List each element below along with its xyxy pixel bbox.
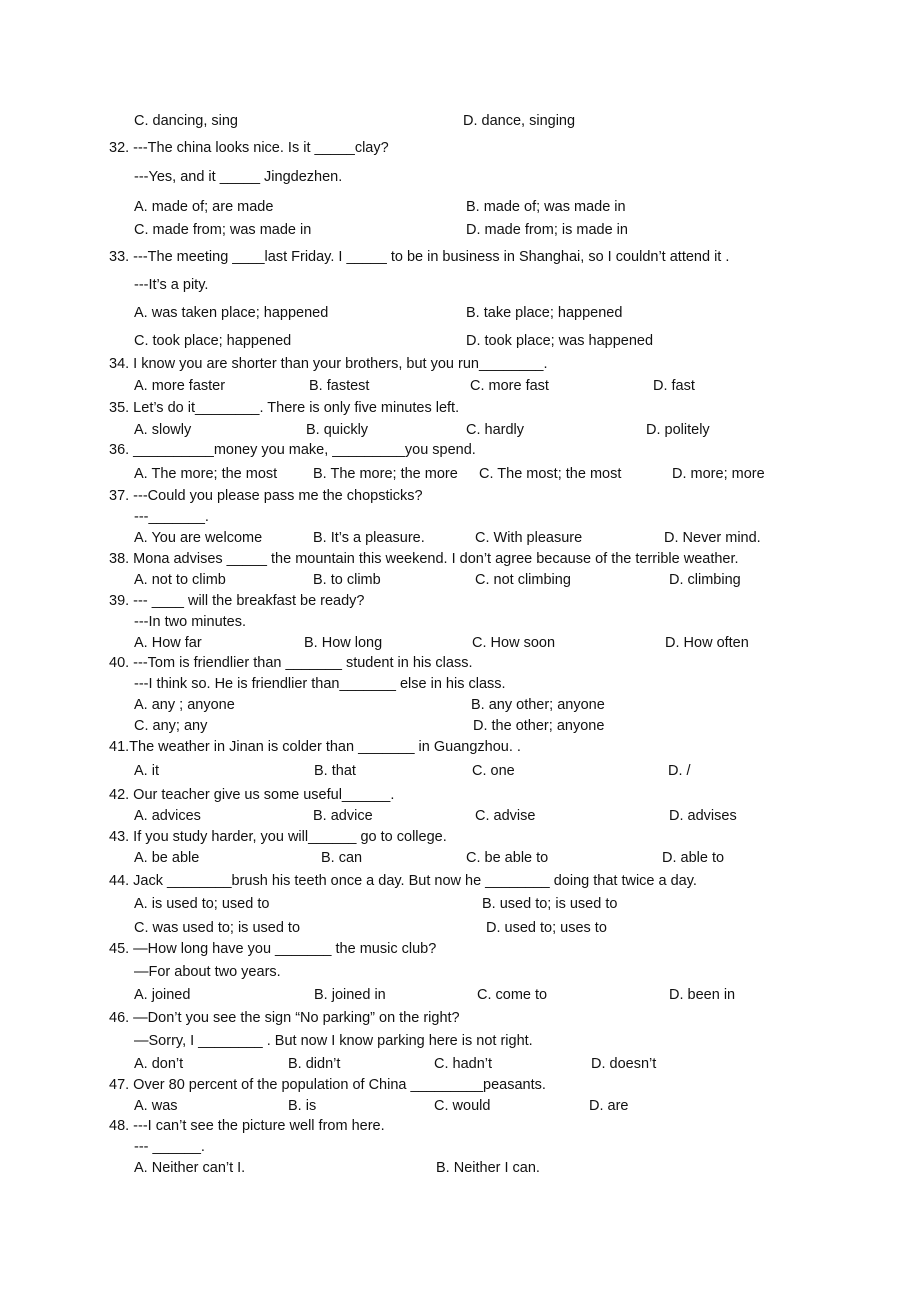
option-d: D. been in <box>669 987 736 1003</box>
question-stem: 32. ---The china looks nice. Is it _____clay? <box>109 140 389 156</box>
option-d: D. dance, singing <box>463 113 576 129</box>
option-d: D. used to; uses to <box>486 920 607 936</box>
option-c: C. The most; the most <box>479 466 622 482</box>
question-stem: 42. Our teacher give us some useful______. <box>109 787 395 803</box>
option-c: C. advise <box>475 808 536 824</box>
option-a: A. not to climb <box>134 572 226 588</box>
option-c: C. would <box>434 1098 491 1114</box>
option-c: C. hadn’t <box>434 1056 493 1072</box>
option-c: C. come to <box>477 987 548 1003</box>
question-stem: 36. __________money you make, _________you spend. <box>109 442 476 458</box>
question-stem: 44. Jack ________brush his teeth once a day. But now he ________ doing that twice a day. <box>109 873 697 889</box>
question-stem: 41.The weather in Jinan is colder than _______ in Guangzhou. . <box>109 739 521 755</box>
option-d: D. are <box>589 1098 629 1114</box>
option-d: D. politely <box>646 422 710 438</box>
option-a: A. was <box>134 1098 178 1114</box>
option-a: A. it <box>134 763 159 779</box>
dialogue-reply: ---_______. <box>134 509 209 525</box>
option-b: B. It’s a pleasure. <box>313 530 425 546</box>
option-a: A. The more; the most <box>134 466 278 482</box>
question-stem: 46. —Don’t you see the sign “No parking” on the right? <box>109 1010 460 1026</box>
option-a: A. was taken place; happened <box>134 305 329 321</box>
question-stem: 33. ---The meeting ____last Friday. I _____ to be in business in Shanghai, so I couldn’t attend it . <box>109 249 730 265</box>
option-b: B. is <box>288 1098 317 1114</box>
option-d: D. doesn’t <box>591 1056 657 1072</box>
option-c: C. dancing, sing <box>134 113 238 129</box>
option-a: A. be able <box>134 850 200 866</box>
option-b: B. fastest <box>309 378 370 394</box>
option-d: D. / <box>668 763 691 779</box>
option-a: A. advices <box>134 808 201 824</box>
option-b: B. joined in <box>314 987 386 1003</box>
option-b: B. take place; happened <box>466 305 623 321</box>
option-d: D. made from; is made in <box>466 222 628 238</box>
dialogue-reply: —For about two years. <box>134 964 281 980</box>
question-stem: 47. Over 80 percent of the population of China _________peasants. <box>109 1077 546 1093</box>
option-b: B. used to; is used to <box>482 896 618 912</box>
dialogue-reply: ---Yes, and it _____ Jingdezhen. <box>134 169 343 185</box>
option-a: A. don’t <box>134 1056 184 1072</box>
option-b: B. made of; was made in <box>466 199 626 215</box>
option-c: C. one <box>472 763 515 779</box>
option-b: B. to climb <box>313 572 381 588</box>
dialogue-reply: ---I think so. He is friendlier than_______ else in his class. <box>134 676 506 692</box>
option-b: B. advice <box>313 808 373 824</box>
option-c: C. How soon <box>472 635 556 651</box>
option-c: C. any; any <box>134 718 208 734</box>
option-c: C. was used to; is used to <box>134 920 301 936</box>
question-stem: 35. Let’s do it________. There is only five minutes left. <box>109 400 460 416</box>
option-d: D. fast <box>653 378 695 394</box>
dialogue-reply: —Sorry, I ________ . But now I know parking here is not right. <box>134 1033 533 1049</box>
option-c: C. not climbing <box>475 572 571 588</box>
option-d: D. took place; was happened <box>466 333 654 349</box>
option-a: A. more faster <box>134 378 226 394</box>
option-a: A. You are welcome <box>134 530 263 546</box>
option-b: B. didn’t <box>288 1056 341 1072</box>
option-d: D. Never mind. <box>664 530 761 546</box>
question-stem: 34. I know you are shorter than your brothers, but you run________. <box>109 356 548 372</box>
option-d: D. How often <box>665 635 749 651</box>
question-stem: 37. ---Could you please pass me the chopsticks? <box>109 488 423 504</box>
option-d: D. climbing <box>669 572 741 588</box>
question-stem: 39. --- ____ will the breakfast be ready? <box>109 593 365 609</box>
option-c: C. hardly <box>466 422 525 438</box>
dialogue-reply: ---It’s a pity. <box>134 277 209 293</box>
option-c: C. With pleasure <box>475 530 583 546</box>
option-b: B. How long <box>304 635 383 651</box>
option-a: A. made of; are made <box>134 199 274 215</box>
question-stem: 48. ---I can’t see the picture well from here. <box>109 1118 385 1134</box>
option-d: D. the other; anyone <box>473 718 605 734</box>
option-c: C. took place; happened <box>134 333 292 349</box>
dialogue-reply: ---In two minutes. <box>134 614 246 630</box>
option-a: A. any ; anyone <box>134 697 235 713</box>
option-c: C. be able to <box>466 850 549 866</box>
option-c: C. more fast <box>470 378 549 394</box>
option-a: A. Neither can’t I. <box>134 1160 246 1176</box>
option-a: A. is used to; used to <box>134 896 270 912</box>
option-c: C. made from; was made in <box>134 222 312 238</box>
option-b: B. can <box>321 850 363 866</box>
option-b: B. that <box>314 763 356 779</box>
option-d: D. able to <box>662 850 725 866</box>
question-stem: 40. ---Tom is friendlier than _______ student in his class. <box>109 655 473 671</box>
option-d: D. more; more <box>672 466 765 482</box>
option-b: B. Neither I can. <box>436 1160 540 1176</box>
option-b: B. quickly <box>306 422 369 438</box>
question-stem: 43. If you study harder, you will______ go to college. <box>109 829 447 845</box>
dialogue-reply: --- ______. <box>134 1139 205 1155</box>
question-stem: 38. Mona advises _____ the mountain this weekend. I don’t agree because of the terrible weather. <box>109 551 739 567</box>
option-a: A. slowly <box>134 422 192 438</box>
option-b: B. The more; the more <box>313 466 458 482</box>
option-b: B. any other; anyone <box>471 697 605 713</box>
option-d: D. advises <box>669 808 737 824</box>
question-stem: 45. —How long have you _______ the music club? <box>109 941 437 957</box>
option-a: A. How far <box>134 635 202 651</box>
option-a: A. joined <box>134 987 191 1003</box>
